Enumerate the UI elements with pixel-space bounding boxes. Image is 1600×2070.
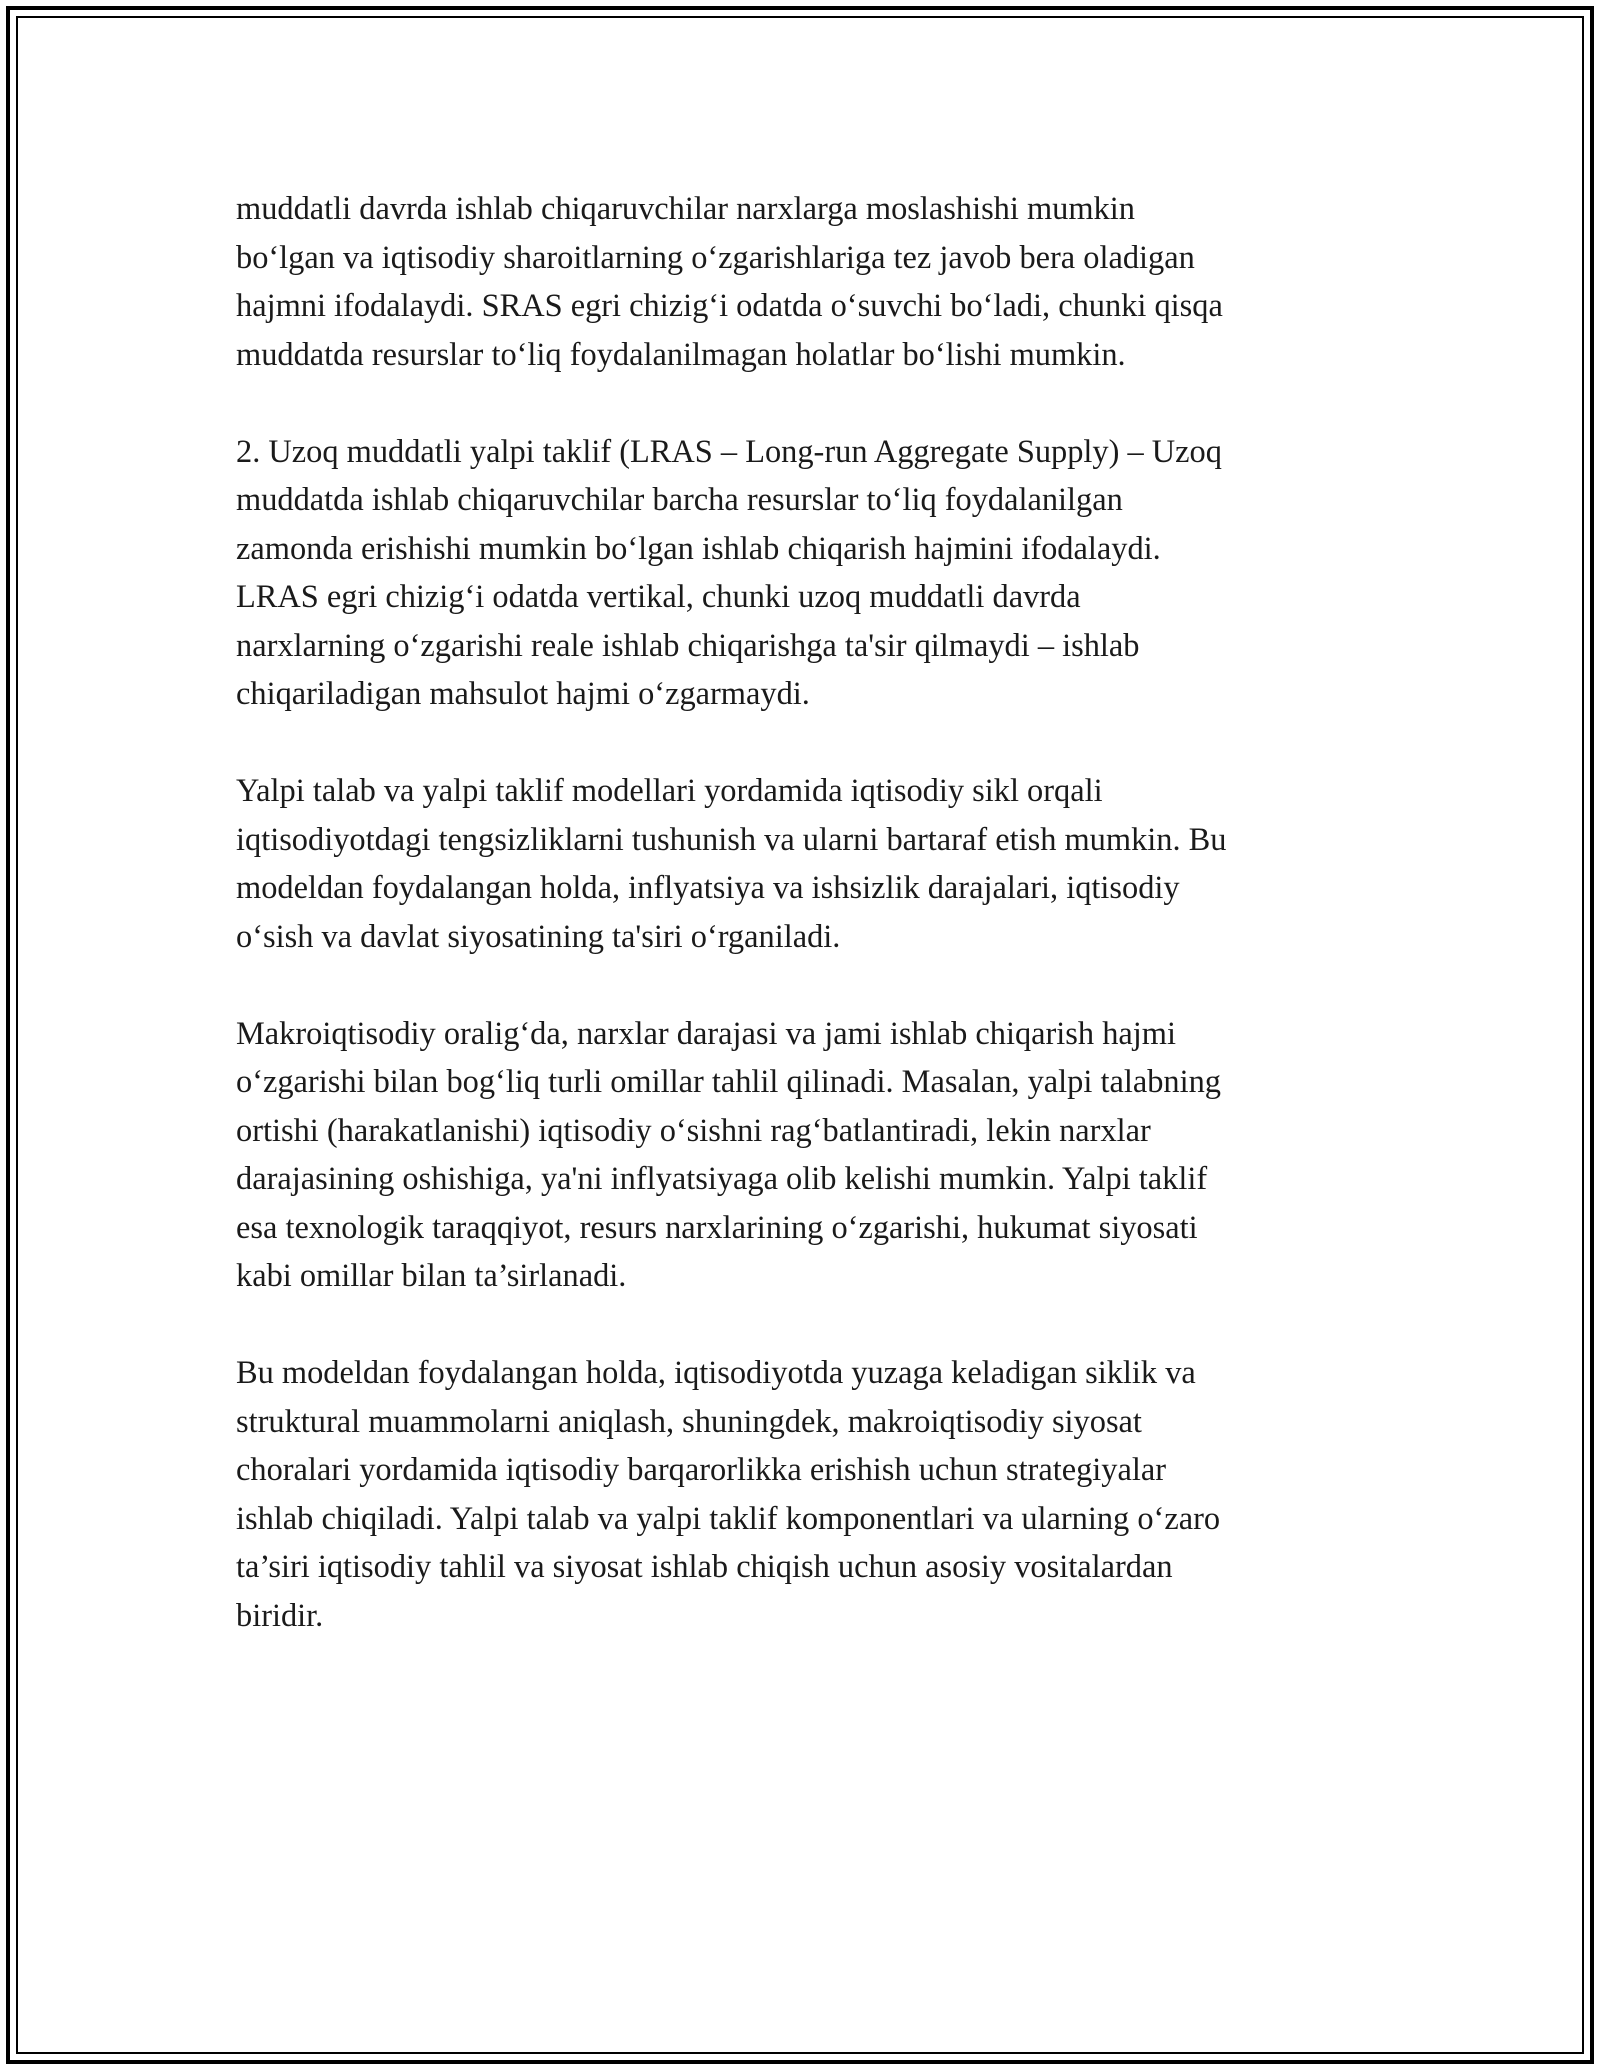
paragraph-ad-as-models <box>236 767 1366 961</box>
text-line: iqtisodiyotdagi tengsizliklarni tushunish va ularni bartaraf etish mumkin. Bu <box>236 821 1227 858</box>
text-line: muddatli davrda ishlab chiqaruvchilar narxlarga moslashishi mumkin <box>236 191 1135 227</box>
text-line: oʻsish va davlat siyosatining ta'siri oʻrganiladi. <box>236 918 841 955</box>
text-line: muddatda resurslar toʻliq foydalanilmagan holatlar boʻlishi mumkin. <box>236 336 1126 373</box>
paragraph-policy-conclusion <box>236 1349 1366 1640</box>
text-line: ortishi (harakatlanishi) iqtisodiy oʻsishni ragʻbatlantiradi, lekin narxlar <box>236 1112 1151 1149</box>
text-line: oʻzgarishi bilan bogʻliq turli omillar tahlil qilinadi. Masalan, yalpi talabning <box>236 1064 1222 1100</box>
text-line: muddatda ishlab chiqaruvchilar barcha resurslar toʻliq foydalanilgan <box>236 482 1123 518</box>
text-line: hajmni ifodalaydi. SRAS egri chizigʻi odatda oʻsuvchi boʻladi, chunki qisqa <box>236 288 1223 324</box>
text-line: ta’siri iqtisodiy tahlil va siyosat ishlab chiqish uchun asosiy vositalardan <box>236 1549 1173 1585</box>
text-line: ishlab chiqiladi. Yalpi talab va yalpi taklif komponentlari va ularning oʻzaro <box>236 1500 1221 1537</box>
text-line: struktural muammolarni aniqlash, shuningdek, makroiqtisodiy siyosat <box>236 1403 1142 1440</box>
paragraph-macroeconomic-factors <box>236 1010 1366 1301</box>
text-line: zamonda erishishi mumkin boʻlgan ishlab chiqarish hajmini ifodalaydi. <box>236 530 1161 567</box>
text-line: Makroiqtisodiy oraligʻda, narxlar darajasi va jami ishlab chiqarish hajmi <box>236 1015 1176 1052</box>
text-line: Bu modeldan foydalangan holda, iqtisodiyotda yuzaga keladigan siklik va <box>236 1355 1196 1391</box>
text-line: kabi omillar bilan ta’sirlanadi. <box>236 1258 627 1294</box>
text-line: narxlarning oʻzgarishi reale ishlab chiqarishga ta'sir qilmaydi – ishlab <box>236 627 1140 664</box>
text-line: 2. Uzoq muddatli yalpi taklif (LRAS – Long-run Aggregate Supply) – Uzoq <box>236 433 1222 470</box>
document-body <box>236 185 1366 1689</box>
text-line: boʻlgan va iqtisodiy sharoitlarning oʻzgarishlariga tez javob bera oladigan <box>236 239 1195 276</box>
text-line: choralari yordamida iqtisodiy barqarorlikka erishish uchun strategiyalar <box>236 1452 1167 1488</box>
text-line: modeldan foydalangan holda, inflyatsiya va ishsizlik darajalari, iqtisodiy <box>236 870 1180 906</box>
paragraph-sras-continuation <box>236 185 1366 379</box>
text-line: Yalpi talab va yalpi taklif modellari yordamida iqtisodiy sikl orqali <box>236 773 1103 809</box>
text-line: LRAS egri chizigʻi odatda vertikal, chunki uzoq muddatli davrda <box>236 579 1081 615</box>
text-line: esa texnologik taraqqiyot, resurs narxlarining oʻzgarishi, hukumat siyosati <box>236 1209 1198 1246</box>
text-line: biridir. <box>236 1597 324 1634</box>
paragraph-lras <box>236 428 1366 719</box>
text-line: darajasining oshishiga, ya'ni inflyatsiyaga olib kelishi mumkin. Yalpi taklif <box>236 1161 1208 1197</box>
text-line: chiqariladigan mahsulot hajmi oʻzgarmaydi. <box>236 676 810 712</box>
